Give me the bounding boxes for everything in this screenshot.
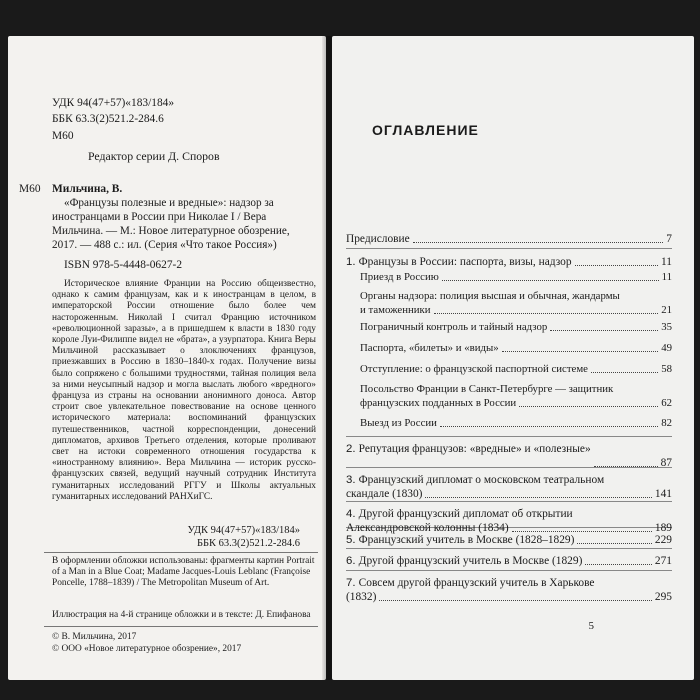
toc-item-number: 5. [346,534,359,546]
isbn: ISBN 978-5-4448-0627-2 [64,259,183,271]
toc-item-label: Посольство Франции в Санкт-Петербурге — защитник французских подданных в России [360,383,614,409]
toc-item-title [346,554,626,568]
toc-item-page: 141 [654,488,672,500]
toc-item-label: Другой французский дипломат об открытии Александровской колонны (1834) [346,508,573,534]
toc-item-title [360,270,622,284]
toc-item-number: 3. [346,474,359,486]
toc-leader-dots [519,406,658,407]
toc-item-title [346,232,626,246]
toc-item-label: Французы в России: паспорта, визы, надзор [358,256,572,268]
toc-item-page: 271 [654,555,672,567]
toc-leader-dots [502,351,659,352]
toc-item-number: 1. [346,256,359,268]
toc-item-number: 2. [346,443,359,455]
toc-item-label: Пограничный контроль и тайный надзор [360,321,548,333]
toc-item[interactable] [346,442,672,470]
toc-item[interactable] [360,382,672,410]
bbk-line: ББК 63.3(2)521.2-284.6 [52,113,164,125]
toc-item[interactable] [360,341,672,355]
toc-item-page: 21 [661,304,672,316]
toc-item-label: Французский дипломат о московском театральном скандале (1830) [346,474,605,500]
toc-leader-dots [594,466,658,467]
cover-credits: В оформлении обложки использованы: фрагменты картин Portrait of a Man in a Blue Coat; Madame Jacques-Louis Leblanc (Françoise Poncelle, 1788–1839) / The Metropolitan Museum of Art. [52,556,315,589]
toc-item-title [346,255,626,269]
toc-leader-dots [575,265,659,266]
toc-divider [346,501,672,502]
udk-footer: УДК 94(47+57)«183/184» [187,525,300,536]
toc-item-title [346,533,626,547]
toc-item-label: Паспорта, «билеты» и «виды» [360,342,499,354]
toc-item-page: 62 [661,397,672,409]
toc-leader-dots [577,543,651,544]
page-number: 5 [588,620,594,632]
divider [44,626,318,627]
toc-leader-dots [442,280,659,281]
toc-item-title [346,442,626,456]
toc-item[interactable] [360,362,672,376]
toc-leader-dots [440,426,658,427]
toc-item-label: Предисловие [346,233,410,245]
toc-item-page: 82 [661,417,672,429]
toc-item-page: 11 [661,271,672,283]
right-page [332,36,694,680]
author-code: М60 [19,183,41,195]
bbk-footer: ББК 63.3(2)521.2-284.6 [196,538,300,549]
toc-item-page: 58 [661,363,672,375]
toc-item[interactable] [346,507,672,535]
toc-item-page: 49 [661,342,672,354]
bibliographic-description: «Французы полезные и вредные»: надзор за иностранцами в России при Николае I / Вера Мильчина. — М.: Новое литературное обозрение, 2017. — 488 с.: ил. (Серия «Что такое Россия») [52,197,290,251]
toc-item-label: Репутация французов: «вредные» и «полезные» [358,443,591,455]
toc-title: ОГЛАВЛЕНИЕ [372,122,479,138]
toc-item-page: 295 [654,591,672,603]
toc-leader-dots [550,330,658,331]
copyright-publisher: © ООО «Новое литературное обозрение», 2017 [52,644,242,654]
toc-item[interactable] [360,270,672,284]
toc-item-page: 87 [660,457,672,469]
toc-divider [346,248,672,249]
toc-item[interactable] [346,473,672,501]
toc-item[interactable] [346,232,672,246]
toc-item[interactable] [360,289,672,317]
toc-item-title [360,320,622,334]
toc-leader-dots [512,531,652,532]
toc-item-label: Приезд в Россию [360,271,439,283]
toc-divider [346,570,672,571]
toc-item-title [360,341,622,355]
udk-line: УДК 94(47+57)«183/184» [52,97,175,109]
left-page [8,36,326,680]
toc-item-label: Отступление: о французской паспортной системе [360,363,588,375]
toc-item-label: Органы надзора: полиция высшая и обычная, жандармы и таможенники [360,290,620,316]
toc-item-label: Французский учитель в Москве (1828–1829) [358,534,575,546]
series-editor: Редактор серии Д. Споров [88,149,220,163]
toc-item-page: 7 [666,233,672,245]
toc-item-label: Совсем другой французский учитель в Харькове (1832) [346,577,595,603]
code-line: М60 [52,130,74,142]
toc-item-title [360,416,622,430]
toc-leader-dots [425,497,651,498]
toc-item-label: Другой французский учитель в Москве (1829) [358,555,583,567]
toc-item-page: 11 [661,256,672,268]
divider [44,552,318,553]
toc-item[interactable] [346,576,672,604]
toc-item-label: Выезд из России [360,417,437,429]
toc-leader-dots [591,372,658,373]
toc-item[interactable] [360,416,672,430]
toc-divider [346,548,672,549]
author-name: Мильчина, В. [52,183,123,195]
toc-item-title [360,362,622,376]
copyright-author: © В. Мильчина, 2017 [52,632,137,642]
toc-item-page: 35 [661,321,672,333]
annotation-text: Историческое влияние Франции на Россию общеизвестно, однако к самим французам, как и к иностранцам в целом, в императорской России отношение было более чем настороженным. Николай I считал Францию источником «революционной заразы», а в пришедшем к власти в 1830 году короле Луи-Филиппе видел не «брата», а узурпатора. Книга Веры Мильчиной рассказывает о злоключениях французов, приезжавших в Россию в 1830–1840-х годах. Получение визы было сопряжено с большими трудностями, тайная полиция вела за ними неусыпный надзор и могла выслать любого «вредного» француза из страны на основании анонимного доноса. Автор строит свое увлекательное повествование на основе ценного исторического материала: воспоминаний французских путешественников, частной корреспонденции, донесений дипломатов, архивов Третьего отделения, которые проливают свет на истоки современного отношения государства к «иностранному влиянию». Вера Мильчина — историк русско-французских связей, ведущий научный сотрудник Института гуманитарных исследований РГГУ и Школы актуальных гуманитарных исследований РАНХиГС. [52,279,316,502]
toc-leader-dots [413,242,664,243]
toc-item[interactable] [360,320,672,334]
toc-item-number: 7. [346,577,359,589]
toc-item-page: 189 [654,522,672,534]
toc-divider [346,436,672,437]
toc-leader-dots [379,600,652,601]
toc-item[interactable] [346,533,672,547]
toc-item[interactable] [346,554,672,568]
toc-item[interactable] [346,255,672,269]
toc-item-page: 229 [654,534,672,546]
toc-leader-dots [585,564,652,565]
toc-leader-dots [434,313,659,314]
toc-item-number: 6. [346,555,359,567]
illustration-credit: Иллюстрация на 4-й странице обложки и в тексте: Д. Епифанова [52,610,311,620]
toc-item-number: 4. [346,508,359,520]
